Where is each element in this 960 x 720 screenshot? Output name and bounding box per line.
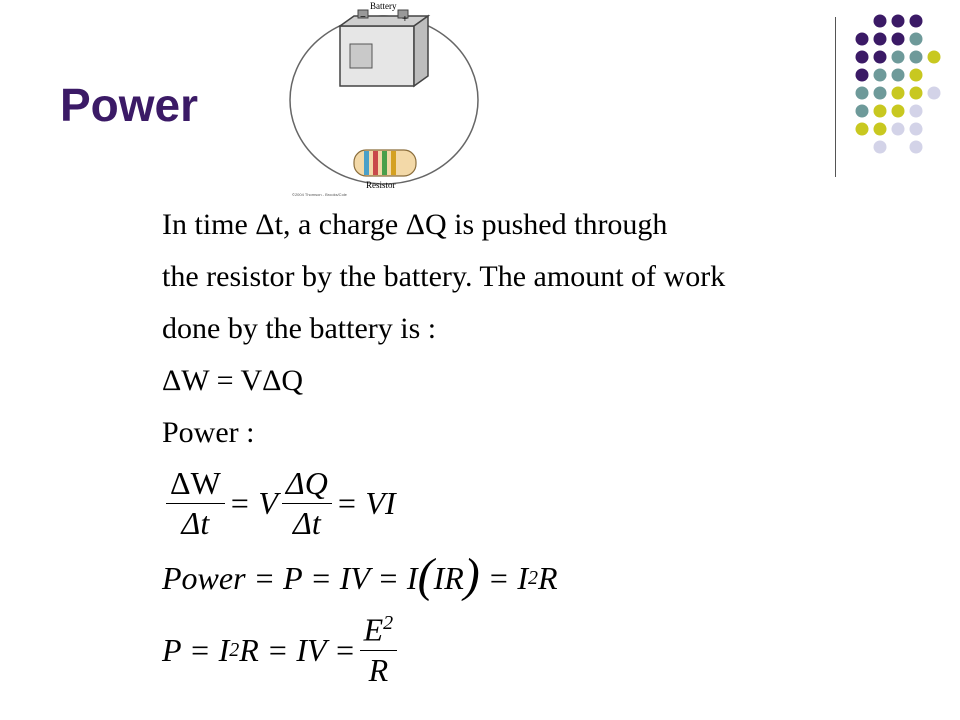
decorative-dot bbox=[856, 51, 869, 64]
equation-power-derivation bbox=[162, 466, 396, 541]
fraction-numerator: ΔQ bbox=[282, 466, 332, 504]
exponent: 2 bbox=[229, 638, 240, 661]
equation-term: = I bbox=[487, 559, 528, 596]
decorative-dot bbox=[856, 33, 869, 46]
equation-term: = VI bbox=[335, 485, 396, 522]
fraction-denominator: Δt bbox=[181, 505, 210, 542]
circuit-figure bbox=[280, 0, 490, 200]
decorative-dot bbox=[892, 33, 905, 46]
decorative-dot bbox=[874, 69, 887, 82]
decorative-dot bbox=[874, 51, 887, 64]
fraction-numerator bbox=[360, 612, 398, 651]
numerator-base: E bbox=[363, 611, 384, 648]
text-line-4: ΔW = VΔQ bbox=[162, 364, 304, 397]
decorative-dot bbox=[910, 141, 923, 154]
minus-sign: − bbox=[360, 12, 366, 23]
decorative-dot bbox=[910, 33, 923, 46]
equation-term: = V bbox=[228, 485, 278, 522]
decorative-dot bbox=[928, 87, 941, 100]
battery-label: Battery bbox=[370, 1, 397, 11]
equation-term: Power bbox=[162, 559, 246, 596]
decorative-dot bbox=[874, 87, 887, 100]
close-paren: ) bbox=[463, 549, 480, 602]
decorative-dot bbox=[910, 105, 923, 118]
decorative-dot bbox=[910, 123, 923, 136]
equation-term: P = I bbox=[162, 631, 230, 668]
equation-power-emf bbox=[162, 612, 401, 688]
resistor-icon bbox=[354, 150, 416, 176]
fraction-numerator: ΔW bbox=[166, 466, 225, 504]
resistor-label: Resistor bbox=[366, 180, 396, 190]
decorative-dot bbox=[892, 123, 905, 136]
decorative-dot bbox=[856, 69, 869, 82]
text-line-1: In time Δt, a charge ΔQ is pushed through bbox=[162, 208, 668, 241]
decorative-dot bbox=[910, 15, 923, 28]
text-line-2: the resistor by the battery. The amount of work bbox=[162, 260, 726, 293]
text-line-3: done by the battery is : bbox=[162, 312, 437, 345]
equation-term: IR bbox=[433, 559, 464, 596]
figure-credit: ©2004 Thomson - Brooks/Cole bbox=[292, 192, 347, 197]
decorative-dot bbox=[874, 15, 887, 28]
decorative-dot bbox=[874, 123, 887, 136]
fraction-denominator: Δt bbox=[293, 505, 321, 542]
decorative-dot bbox=[892, 87, 905, 100]
decorative-dot bbox=[892, 69, 905, 82]
plus-sign: + bbox=[402, 14, 408, 25]
decorative-dot bbox=[874, 141, 887, 154]
decorative-dot bbox=[892, 15, 905, 28]
equation-term: R bbox=[538, 559, 558, 596]
battery-icon bbox=[340, 10, 428, 86]
decorative-dot bbox=[874, 105, 887, 118]
open-paren: ( bbox=[417, 549, 434, 602]
fraction-dq-dt bbox=[282, 466, 332, 541]
decorative-dot bbox=[928, 51, 941, 64]
slide-title: Power bbox=[60, 79, 199, 131]
decorative-dot bbox=[892, 51, 905, 64]
fraction-denominator: R bbox=[368, 651, 389, 688]
decorative-dot bbox=[910, 51, 923, 64]
title-divider bbox=[835, 17, 836, 177]
decorative-dot-grid bbox=[848, 12, 948, 162]
exponent: 2 bbox=[383, 612, 394, 634]
decorative-dot bbox=[874, 33, 887, 46]
equation-term: = P = IV = I bbox=[253, 559, 418, 596]
decorative-dot bbox=[856, 87, 869, 100]
exponent: 2 bbox=[528, 566, 538, 589]
equation-term: R = IV = bbox=[239, 631, 356, 668]
decorative-dot bbox=[910, 69, 923, 82]
text-line-5: Power : bbox=[162, 416, 255, 449]
decorative-dot bbox=[910, 87, 923, 100]
decorative-dot bbox=[856, 123, 869, 136]
fraction-dw-dt bbox=[166, 466, 225, 541]
equation-power-forms bbox=[162, 549, 558, 602]
fraction-e2-r bbox=[360, 612, 398, 688]
decorative-dot bbox=[856, 105, 869, 118]
decorative-dot bbox=[892, 105, 905, 118]
